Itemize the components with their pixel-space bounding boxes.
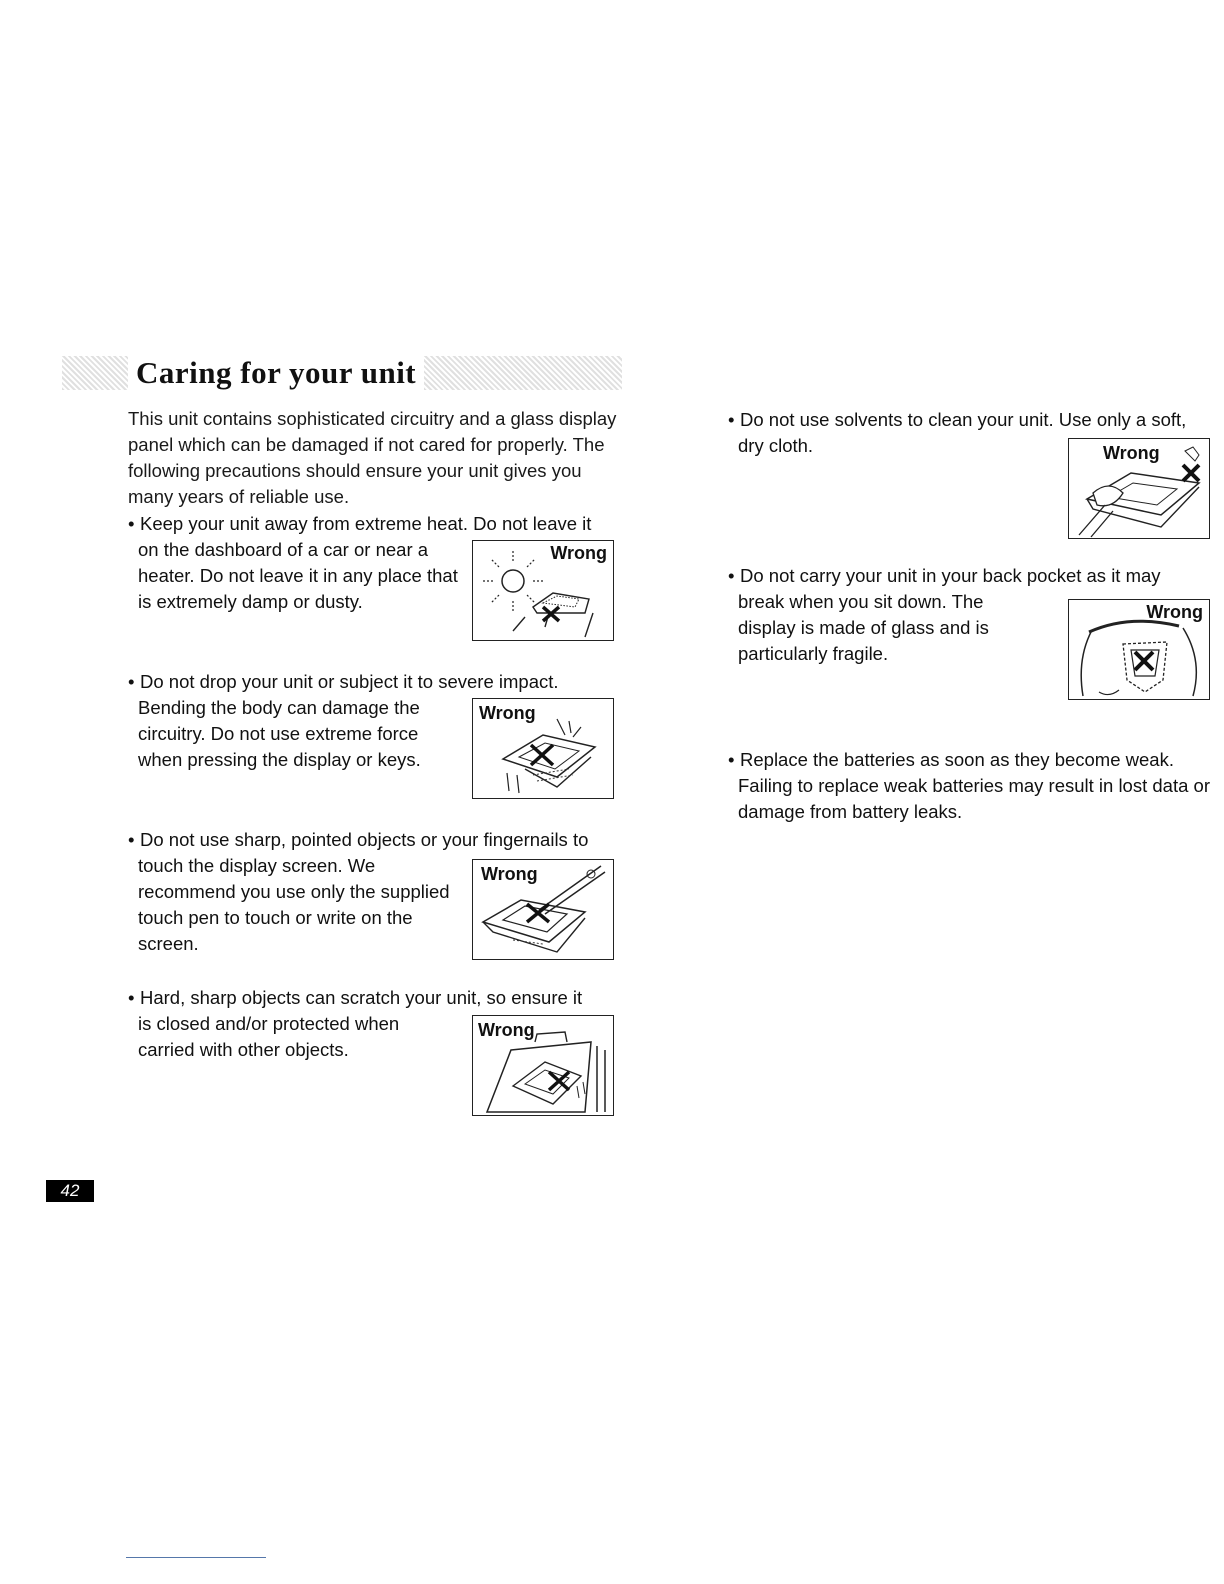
bullet-pocket-text: break when you sit down. The display is made of glass and is particularly fragile. (738, 591, 989, 664)
bullet-sharp: • Do not use sharp, pointed objects or your fingernails to touch the display screen. We recommend you use only the supplied touch pen to touch or write on the screen. (128, 827, 628, 957)
wrong-label: Wrong (1103, 443, 1160, 463)
bullet-solvents: • Do not use solvents to clean your unit. Use only a soft, dry cloth. (728, 407, 1218, 467)
sun-car-illustration (473, 541, 613, 640)
bullet-scratch: • Hard, sharp objects can scratch your unit, so ensure it is closed and/or protected when carried with other objects. (128, 985, 628, 1075)
bullet-pocket-lead: Do not carry your unit in your back pocket as it may (740, 565, 1161, 586)
bullet-pocket: • Do not carry your unit in your back pocket as it may break when you sit down. The display is made of glass and is particularly fragile. (728, 563, 1218, 673)
bag-unit-illustration (473, 1016, 613, 1115)
figure-heat (472, 540, 614, 641)
figure-solvents (1068, 438, 1210, 539)
footer-rule (126, 1557, 266, 1558)
figure-sharp (472, 859, 614, 960)
bent-unit-illustration (473, 699, 613, 798)
wrong-label: Wrong (550, 543, 607, 563)
wrong-label: Wrong (1146, 602, 1203, 622)
bullet-solvents-text: dry cloth. (738, 435, 814, 456)
bullet-sharp-lead: Do not use sharp, pointed objects or your fingernails to (140, 829, 589, 850)
bullet-batteries-lead: Replace the batteries as soon as they become weak. (740, 749, 1174, 770)
bullet-heat-text: on the dashboard of a car or near a heater. Do not leave it in any place that is extremely damp or dusty. (138, 539, 458, 612)
bullet-impact-lead: Do not drop your unit or subject it to severe impact. (140, 671, 559, 692)
wrong-label: Wrong (479, 703, 536, 723)
figure-scratch (472, 1015, 614, 1116)
bullet-impact: • Do not drop your unit or subject it to severe impact. Bending the body can damage the circuitry. Do not use extreme force when pressing the display or keys. (128, 669, 628, 779)
pocket-illustration (1069, 600, 1209, 699)
bullet-heat-lead: Keep your unit away from extreme heat. Do not leave it (140, 513, 592, 534)
cloth-wipe-illustration (1069, 439, 1209, 538)
bullet-heat: • Keep your unit away from extreme heat. Do not leave it on the dashboard of a car or near a heater. Do not leave it in any place that is extremely damp or dusty. (128, 511, 628, 621)
bullet-impact-text: Bending the body can damage the circuitry. Do not use extreme force when pressing the display or keys. (138, 697, 421, 770)
wrong-label: Wrong (481, 864, 538, 884)
figure-pocket (1068, 599, 1210, 700)
bullet-sharp-text: touch the display screen. We recommend you use only the supplied touch pen to touch or write on the screen. (138, 855, 450, 954)
bullet-solvents-lead: Do not use solvents to clean your unit. Use only a soft, (740, 409, 1187, 430)
bullet-batteries: • Replace the batteries as soon as they become weak. Failing to replace weak batteries may result in lost data or damage from battery leaks. (728, 747, 1218, 827)
bullet-scratch-lead: Hard, sharp objects can scratch your unit, so ensure it (140, 987, 583, 1008)
figure-impact (472, 698, 614, 799)
bullet-batteries-text: Failing to replace weak batteries may result in lost data or damage from battery leaks. (738, 775, 1210, 822)
pen-screen-illustration (473, 860, 613, 959)
page-title: Caring for your unit (128, 354, 424, 392)
wrong-label: Wrong (478, 1020, 535, 1040)
bullet-scratch-text: is closed and/or protected when carried with other objects. (138, 1013, 400, 1060)
page-number: 42 (46, 1180, 94, 1202)
intro-paragraph: This unit contains sophisticated circuitry and a glass display panel which can be damaged if not cared for properly. The following precautions should ensure your unit gives you many years of reliable use. (128, 408, 617, 507)
